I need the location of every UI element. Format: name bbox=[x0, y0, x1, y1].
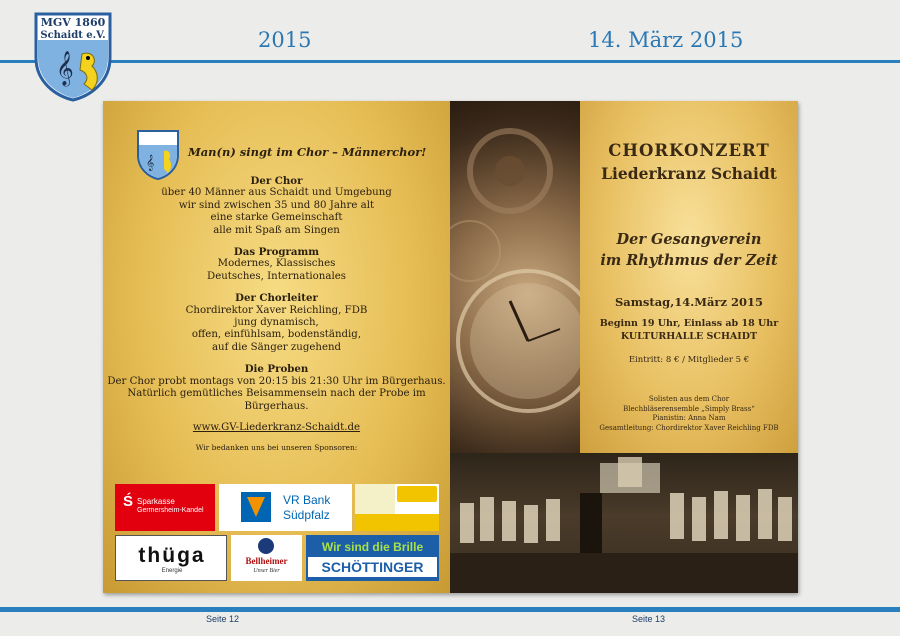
small-club-logo bbox=[136, 129, 180, 181]
thuega-sub: Energie bbox=[161, 568, 183, 574]
info-sections bbox=[103, 175, 450, 455]
logo-text-1: MGV 1860 bbox=[40, 16, 106, 29]
section-line: eine starke Gemeinschaft bbox=[210, 212, 343, 224]
sponsor-vrbank bbox=[219, 484, 352, 531]
svg-text:𝄞: 𝄞 bbox=[56, 51, 74, 86]
concert-credits bbox=[580, 395, 798, 433]
concert-motto-1: Der Gesangverein bbox=[616, 231, 762, 248]
sparkasse-logo-icon: Ś bbox=[123, 493, 134, 510]
brille-name: SCHÖTTINGER bbox=[308, 557, 437, 577]
flyer-right-panel bbox=[450, 101, 798, 593]
choir-photo bbox=[450, 453, 798, 593]
section-chorleiter bbox=[103, 292, 450, 354]
footer-rule bbox=[0, 607, 900, 612]
section-line: wir sind zwischen 35 und 80 Jahre alt bbox=[178, 199, 375, 211]
concert-subtitle-name: Liederkranz Schaidt bbox=[601, 164, 777, 183]
concert-venue: KULTURHALLE SCHAIDT bbox=[620, 331, 758, 342]
section-line: Chordirektor Xaver Reichling, FDB bbox=[185, 304, 368, 316]
section-line: alle mit Spaß am Singen bbox=[213, 224, 340, 236]
section-chor bbox=[103, 175, 450, 237]
section-line: Modernes, Klassisches bbox=[217, 258, 336, 270]
sponsor-sparkasse bbox=[115, 484, 215, 531]
credit-line: Pianistin: Anna Nam bbox=[652, 414, 726, 422]
sponsor-bellheimer bbox=[231, 535, 302, 581]
logo-text-2: Schaidt e.V. bbox=[40, 30, 106, 41]
header-year: 2015 bbox=[258, 28, 312, 52]
sparkasse-region: Germersheim-Kandel bbox=[137, 507, 204, 514]
section-title: Das Programm bbox=[233, 246, 320, 259]
website-link[interactable]: www.GV-Liederkranz-Schaidt.de bbox=[192, 421, 361, 433]
flyer-spread bbox=[103, 101, 798, 593]
concert-title: CHORKONZERT bbox=[608, 141, 770, 160]
bellheimer-crest-icon bbox=[258, 538, 274, 554]
section-line: Der Chor probt montags von 20:15 bis 21:30 Uhr im Bürgerhaus. bbox=[107, 375, 446, 387]
section-title: Der Chorleiter bbox=[235, 292, 318, 305]
credit-line: Blechbläserensemble „Simply Brass“ bbox=[623, 404, 755, 413]
vrbank-region: Südpfalz bbox=[283, 508, 330, 522]
concert-motto-2: im Rhythmus der Zeit bbox=[600, 252, 778, 269]
concert-date: Samstag,14.März 2015 bbox=[615, 295, 763, 309]
section-title: Der Chor bbox=[250, 175, 303, 187]
sparkasse-name: Sparkasse bbox=[137, 497, 175, 506]
sponsor-thuega bbox=[115, 535, 227, 581]
sponsor-schoettinger bbox=[306, 535, 439, 581]
credit-line: Solisten aus dem Chor bbox=[648, 395, 730, 403]
bellheimer-sub: Unser Bier bbox=[253, 568, 280, 574]
section-line: jung dynamisch, bbox=[234, 317, 319, 329]
sponsor-local-business bbox=[355, 484, 439, 531]
section-line: über 40 Männer aus Schaidt und Umgebung bbox=[161, 187, 392, 199]
concert-time: Beginn 19 Uhr, Einlass ab 18 Uhr bbox=[599, 318, 779, 329]
header-date: 14. März 2015 bbox=[588, 28, 744, 52]
section-line: offen, einfühlsam, bodenständig, bbox=[191, 329, 362, 341]
section-line: Natürlich gemütliches Beisammensein nach der Probe im Bürgerhaus. bbox=[127, 388, 426, 412]
section-line: auf die Sänger zugehend bbox=[211, 341, 342, 353]
header-rule bbox=[0, 60, 900, 63]
page-number-right: Seite 13 bbox=[632, 614, 666, 624]
flyer-left-panel bbox=[103, 101, 450, 593]
section-title: Die Proben bbox=[244, 363, 309, 376]
clock-image bbox=[450, 101, 580, 453]
brille-slogan: Wir sind die Brille bbox=[321, 540, 424, 554]
section-programm bbox=[103, 246, 450, 283]
vrbank-name: VR Bank bbox=[283, 493, 331, 507]
vrbank-logo-icon bbox=[241, 492, 271, 522]
club-logo bbox=[32, 10, 114, 102]
section-proben bbox=[103, 363, 450, 413]
local-business-logo-icon bbox=[397, 486, 437, 502]
svg-text:𝄞: 𝄞 bbox=[146, 155, 155, 171]
concert-info bbox=[580, 101, 798, 453]
sponsors-thanks: Wir bedanken uns bei unseren Sponsoren: bbox=[195, 443, 358, 453]
credit-line: Gesamtleitung: Chordirektor Xaver Reichling FDB bbox=[599, 423, 779, 432]
concert-entry: Eintritt: 8 € / Mitglieder 5 € bbox=[628, 355, 750, 365]
bellheimer-name: Bellheimer bbox=[245, 556, 288, 566]
tagline: Man(n) singt im Chor – Männerchor! bbox=[188, 145, 427, 159]
section-line: Deutsches, Internationales bbox=[207, 270, 346, 282]
page-number-left: Seite 12 bbox=[206, 614, 240, 624]
thuega-name: thüga bbox=[138, 544, 206, 567]
